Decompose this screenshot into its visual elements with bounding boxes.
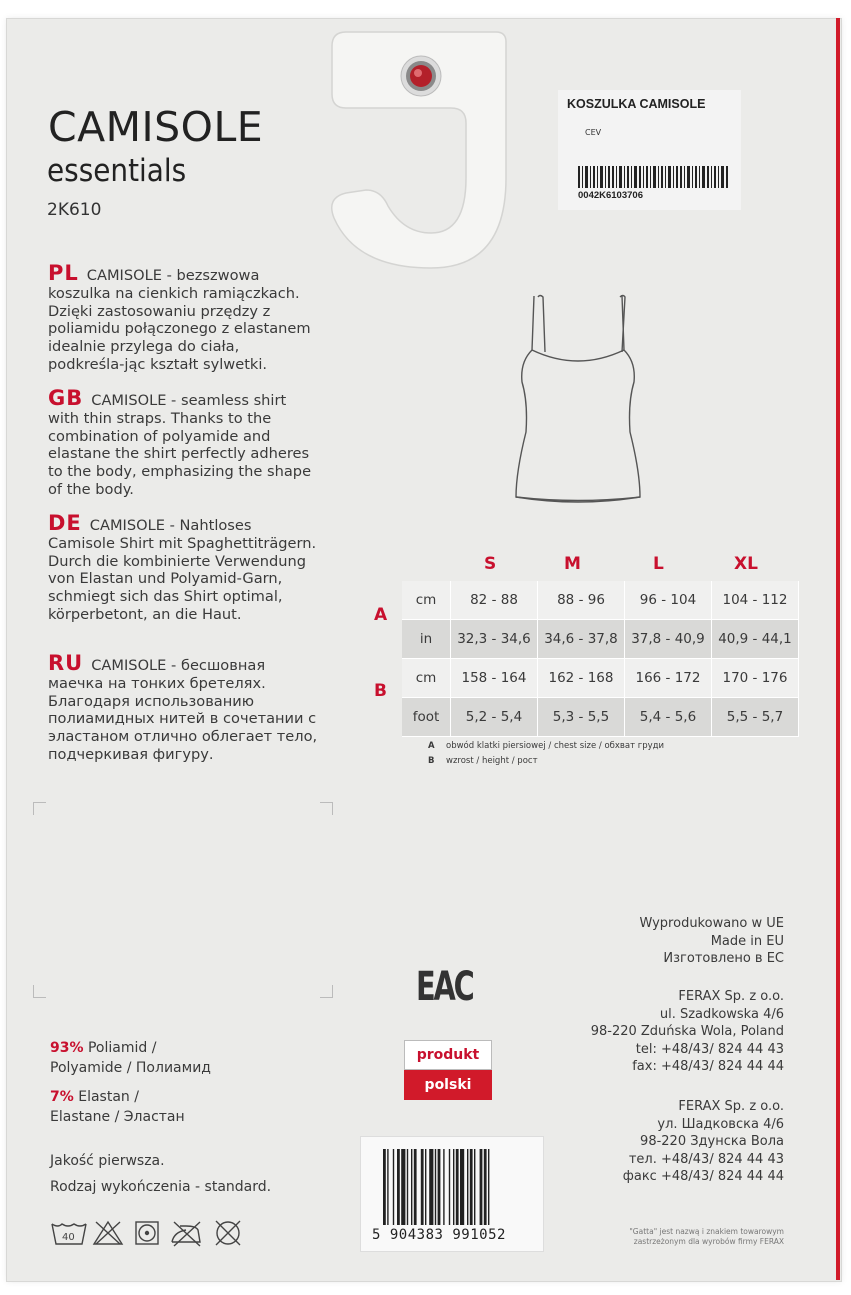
care-icons — [50, 1218, 246, 1248]
unit-cell: cm — [402, 659, 451, 698]
barcode-bar — [480, 1149, 483, 1225]
material-percent: 93% — [50, 1040, 84, 1056]
camisole-illustration — [510, 292, 645, 507]
table-cell: 34,6 - 37,8 — [538, 620, 625, 659]
barcode-bar — [460, 1149, 464, 1225]
table-cell: 166 - 172 — [625, 659, 712, 698]
barcode-bar — [393, 1149, 394, 1225]
table-cell: 96 - 104 — [625, 581, 712, 620]
trademark-note — [629, 1227, 784, 1247]
table-row — [402, 581, 799, 620]
hanger-hook-cutout — [326, 28, 511, 278]
address-line: FERAX Sp. z o.o. — [678, 989, 784, 1004]
address-line: 98-220 Zduńska Wola, Poland — [590, 1024, 784, 1040]
size-header-xl: XL — [734, 554, 758, 574]
legend-b — [428, 756, 538, 766]
table-cell: 5,4 - 5,6 — [625, 698, 712, 737]
group-label-a: A — [374, 605, 388, 625]
product-title: CAMISOLE — [48, 103, 264, 151]
produkt-polski-badge — [404, 1040, 492, 1100]
product-subtitle: essentials — [47, 153, 187, 189]
size-header-s: S — [484, 554, 497, 574]
finish-line: Rodzaj wykończenia - standard. — [50, 1179, 272, 1195]
material-percent: 7% — [50, 1089, 74, 1105]
barcode-bar — [470, 1149, 473, 1225]
description-text: CAMISOLE - бесшовная маечка на тонких бретелях. Благодаря использованию полиамидных нитей в сочетании с эластаном отлично облегает тело, подчеркивая фигуру. — [48, 657, 318, 763]
no-dryclean-icon — [216, 1221, 240, 1245]
window-frame — [33, 802, 333, 998]
sticker-barcode — [578, 166, 728, 188]
table-cell: 5,2 - 5,4 — [451, 698, 538, 737]
ean-barcode — [360, 1136, 544, 1252]
table-cell: 88 - 96 — [538, 581, 625, 620]
legend-text: wzrost / height / рост — [446, 756, 538, 766]
table-row — [402, 620, 799, 659]
barcode-bar — [443, 1149, 444, 1225]
material-polyamide — [50, 1038, 211, 1078]
lang-code: DE — [48, 511, 82, 535]
table-cell: 82 - 88 — [451, 581, 538, 620]
address-line: факс +48/43/ 824 44 44 — [622, 1169, 784, 1185]
svg-text:40: 40 — [62, 1232, 75, 1243]
barcode-bars — [383, 1149, 523, 1225]
barcode-bar — [449, 1149, 450, 1225]
lang-code: PL — [48, 261, 79, 285]
barcode-bar — [467, 1149, 468, 1225]
description-text: CAMISOLE - Nahtloses Camisole Shirt mit Spaghettiträgern. Durch die kombinierte Verwendung von Elastan und Polyamid-Garn, schmiegt sich das Shirt optimal, körperbetont, an die Haut. — [48, 517, 317, 623]
legend-key: A — [428, 741, 435, 751]
origin-info — [639, 915, 784, 968]
material-name: Poliamid / — [87, 1040, 157, 1056]
unit-cell: cm — [402, 581, 451, 620]
product-code: 2K610 — [47, 200, 102, 220]
table-row — [402, 659, 799, 698]
tumble-dry-icon — [136, 1222, 158, 1244]
table-cell: 162 - 168 — [538, 659, 625, 698]
manufacturer-address-latin — [591, 988, 784, 1076]
table-cell: 37,8 - 40,9 — [625, 620, 712, 659]
description-pl — [48, 261, 318, 374]
barcode-bar — [407, 1149, 408, 1225]
size-table — [402, 581, 799, 737]
trademark-line: "Gatta" jest nazwą i znakiem towarowym — [629, 1227, 784, 1236]
barcode-bar — [414, 1149, 417, 1225]
size-header-l: L — [653, 554, 664, 574]
barcode-bar — [383, 1149, 386, 1225]
table-cell: 32,3 - 34,6 — [451, 620, 538, 659]
material-name: Elastan / — [78, 1089, 139, 1105]
barcode-bar — [425, 1149, 426, 1225]
sticker-title: KOSZULKA CAMISOLE — [567, 97, 706, 111]
size-header-m: M — [564, 554, 581, 574]
barcode-bar — [387, 1149, 388, 1225]
table-row — [402, 698, 799, 737]
barcode-bar — [474, 1149, 475, 1225]
address-line: FERAX Sp. z o.o. — [678, 1099, 784, 1114]
quality-info — [50, 1148, 271, 1200]
address-line: ul. Szadkowska 4/6 — [659, 1006, 784, 1022]
legend-key: B — [428, 756, 435, 766]
lang-code: GB — [48, 386, 84, 410]
description-text: CAMISOLE - seamless shirt with thin straps. Thanks to the combination of polyamide and elastane the shirt perfectly adheres to the body, emphasizing the shape of the body. — [48, 392, 312, 498]
barcode-bar — [438, 1149, 441, 1225]
wash-40-icon — [52, 1224, 86, 1244]
sticker-subcode: CEV — [585, 128, 602, 137]
table-cell: 40,9 - 44,1 — [712, 620, 799, 659]
table-cell: 5,3 - 5,5 — [538, 698, 625, 737]
material-translations: Elastane / Эластан — [50, 1109, 185, 1125]
red-edge-stripe — [836, 18, 840, 1280]
product-sticker — [558, 90, 741, 210]
address-line: ул. Шадковска 4/6 — [657, 1116, 784, 1132]
sticker-code: 0042K6103706 — [578, 190, 643, 201]
barcode-bar — [421, 1149, 424, 1225]
badge-top: produkt — [404, 1040, 492, 1070]
legend-a — [428, 741, 664, 751]
legend-text: obwód klatki piersiowej / chest size / обхват груди — [446, 741, 665, 751]
barcode-bar — [435, 1149, 436, 1225]
eac-mark: EAC — [416, 964, 473, 1010]
material-translations: Polyamide / Полиамид — [50, 1060, 211, 1076]
barcode-number: 5 904383 991052 — [372, 1227, 506, 1243]
material-elastane — [50, 1087, 185, 1127]
barcode-bar — [429, 1149, 433, 1225]
origin-line: Made in EU — [710, 933, 784, 949]
group-label-b: B — [374, 681, 387, 701]
table-cell: 5,5 - 5,7 — [712, 698, 799, 737]
origin-line: Wyprodukowano w UE — [639, 916, 784, 931]
description-ru — [48, 651, 318, 764]
no-iron-icon — [172, 1222, 200, 1246]
quality-line: Jakość pierwsza. — [50, 1153, 165, 1169]
barcode-bar — [401, 1149, 405, 1225]
unit-cell: foot — [402, 698, 451, 737]
unit-cell: in — [402, 620, 451, 659]
description-gb — [48, 386, 318, 499]
barcode-bar — [397, 1149, 400, 1225]
table-cell: 104 - 112 — [712, 581, 799, 620]
address-line: 98-220 Здунска Вола — [640, 1134, 784, 1150]
address-line: tel: +48/43/ 824 44 43 — [635, 1041, 784, 1057]
origin-line: Изготовлено в ЕС — [663, 951, 784, 967]
trademark-line: zastrzeżonym dla wyrobów firmy FERAX — [633, 1237, 784, 1246]
address-line: тел. +48/43/ 824 44 43 — [628, 1151, 784, 1167]
no-bleach-icon — [94, 1222, 122, 1244]
barcode-bar — [456, 1149, 459, 1225]
address-line: fax: +48/43/ 824 44 44 — [632, 1059, 784, 1075]
barcode-bar — [488, 1149, 489, 1225]
manufacturer-address-cyrillic — [623, 1098, 784, 1186]
table-cell: 170 - 176 — [712, 659, 799, 698]
barcode-bar — [453, 1149, 454, 1225]
description-text: CAMISOLE - bezszwowa koszulka na cienkich ramiączkach. Dzięki zastosowaniu przędzy z poliamidu połączonego z elastanem idealnie przylega do ciała, podkreśla-jąc kształt sylwetki. — [48, 267, 311, 373]
table-cell: 158 - 164 — [451, 659, 538, 698]
description-de — [48, 511, 318, 624]
barcode-bar — [484, 1149, 487, 1225]
barcode-bar — [411, 1149, 412, 1225]
badge-bottom: polski — [404, 1070, 492, 1100]
lang-code: RU — [48, 651, 84, 675]
